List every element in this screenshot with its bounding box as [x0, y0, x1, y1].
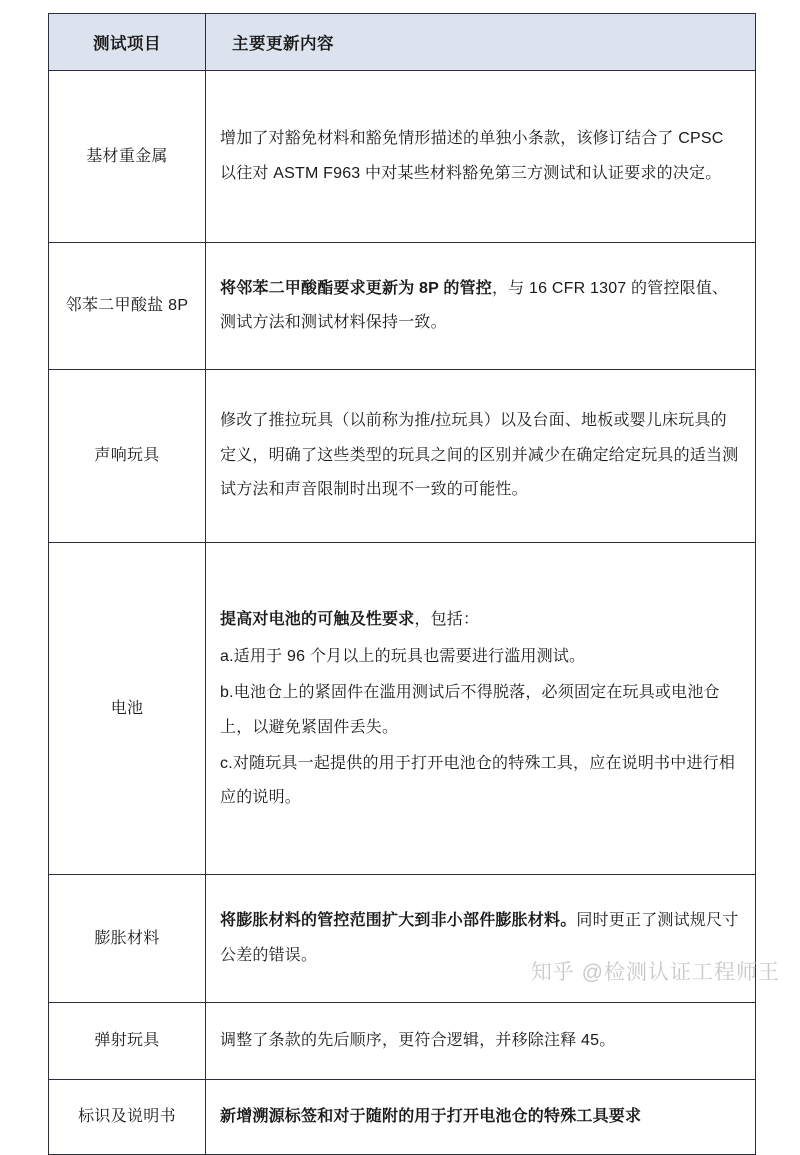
update-paragraph [220, 640, 743, 674]
update-paragraph [220, 404, 743, 507]
update-content-cell [206, 875, 756, 1003]
column-header-main-updates: 主要更新内容 [206, 14, 756, 71]
update-content-cell [206, 543, 756, 875]
body-text: ，包括： [414, 611, 480, 629]
body-text: ，与 16 CFR 1307 的管控限值、测试方法和测试材料保持一致。 [220, 279, 729, 331]
update-paragraph [220, 1024, 743, 1058]
table-row [49, 1080, 756, 1155]
table-header [49, 14, 756, 71]
column-header-test-item: 测试项目 [49, 14, 206, 71]
table-body [49, 71, 756, 1155]
update-paragraph [220, 747, 743, 816]
update-content-cell [206, 71, 756, 243]
update-content-cell [206, 243, 756, 370]
emphasis-text: 将邻苯二甲酸酯要求更新为 8P 的管控 [220, 279, 492, 297]
update-paragraph [220, 122, 743, 191]
update-paragraph [220, 676, 743, 745]
table-row [49, 543, 756, 875]
body-text: 修改了推拉玩具（以前称为推/拉玩具）以及台面、地板或婴儿床玩具的定义，明确了这些类型的玩具之间的区别并减少在确定给定玩具的适当测试方法和声音限制时出现不一致的可能性。 [220, 412, 739, 499]
body-text: a.适用于 96 个月以上的玩具也需要进行滥用测试。 [220, 647, 586, 665]
test-item-cell: 标识及说明书 [49, 1080, 206, 1155]
table-row [49, 370, 756, 543]
update-paragraph [220, 1100, 743, 1134]
update-content-cell [206, 370, 756, 543]
update-content-cell [206, 1003, 756, 1080]
test-item-cell: 膨胀材料 [49, 875, 206, 1003]
table-row [49, 243, 756, 370]
watermark-text: 知乎 @检测认证工程师王 [530, 961, 780, 984]
body-text: c.对随玩具一起提供的用于打开电池仓的特殊工具，应在说明书中进行相应的说明。 [220, 754, 736, 807]
table-header-row [49, 14, 756, 71]
body-text: 调整了条款的先后顺序，更符合逻辑，并移除注释 45。 [220, 1031, 616, 1049]
emphasis-text: 提高对电池的可触及性要求 [220, 611, 415, 629]
test-item-cell: 声响玩具 [49, 370, 206, 543]
body-text: b.电池仓上的紧固件在滥用测试后不得脱落，必须固定在玩具或电池仓上，以避免紧固件丢失。 [220, 684, 720, 736]
update-content-cell [206, 1080, 756, 1155]
standard-update-table [48, 13, 756, 1155]
update-paragraph [220, 603, 743, 637]
test-item-cell: 邻苯二甲酸盐 8P [49, 243, 206, 370]
table-container [48, 13, 755, 1155]
body-text: 同时更正了测试规尺寸公差的错误。 [220, 912, 739, 964]
test-item-cell: 电池 [49, 543, 206, 875]
table-row [49, 1003, 756, 1080]
table-row [49, 875, 756, 1003]
update-paragraph [220, 904, 743, 973]
update-paragraph [220, 272, 743, 341]
test-item-cell: 弹射玩具 [49, 1003, 206, 1080]
emphasis-text: 将膨胀材料的管控范围扩大到非小部件膨胀材料。 [220, 912, 577, 930]
emphasis-text: 新增溯源标签和对于随附的用于打开电池仓的特殊工具要求 [220, 1107, 642, 1125]
body-text: 增加了对豁免材料和豁免情形描述的单独小条款，该修订结合了 CPSC 以往对 ASTM F963 中对某些材料豁免第三方测试和认证要求的决定。 [220, 130, 724, 182]
table-row [49, 71, 756, 243]
test-item-cell: 基材重金属 [49, 71, 206, 243]
